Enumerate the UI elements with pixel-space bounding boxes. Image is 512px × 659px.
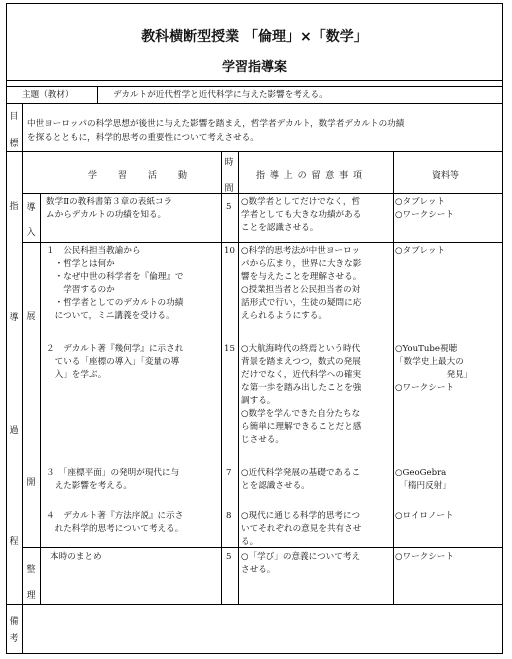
row-time: 5 [226,202,232,212]
grid-line [40,193,41,604]
row-activity: ４ デカルト著『方法序説』に示さ れた科学的思考について考える。 [46,511,184,534]
goal-label-bottom: 標 [9,139,19,149]
remarks-label-top: 備 [9,617,19,627]
grid-line [221,152,222,604]
row-notes: ○現代に通じる科学的思考につ いてそれぞれの意見を共有させ る。 [241,511,362,547]
row-notes: ○大航海時代の終焉という時代 背景を踏まえつつ，数式の発展 だけでなく，近代科学への確実 な第一歩を踏み出したことを強 調する。 ○数学を学んできた自分たちな ら簡単に理解できることだと感 じさせる。 [241,344,362,445]
section-char-2: 導 [9,313,19,323]
row-materials: ○タブレット ○ワークシート [395,197,455,220]
header-activity: 学 習 活 動 [88,171,194,181]
phase-summary-2: 理 [26,591,36,601]
header-materials: 資料等 [432,171,460,181]
row-activity: ２ デカルト著『幾何学』に示され ている「座標の導入」「変量の導 入」を学ぶ。 [46,344,184,380]
row-time: 15 [224,344,235,354]
row-time: 10 [224,246,235,256]
row-notes: ○数学者としてだけでなく，哲 学者としても大きな功績がある ことを認識させる。 [241,197,362,233]
row-materials: ○ロイロノート [395,511,454,521]
phase-intro-2: 入 [26,228,36,238]
theme-label: 主題（教材） [22,90,74,100]
row-time: 5 [226,552,232,562]
row-activity: １ 公民科担当教諭から ・哲学とは何か ・なぜ中世の科学者を『倫理』で 学習するのか ・哲学者としてのデカルトの功績 について，ミニ講義を受ける。 [46,246,184,321]
grid-line [238,152,239,604]
phase-develop-2: 開 [26,478,36,488]
page-subtitle: 学習指導案 [221,60,287,75]
theme-divider [97,86,98,104]
row-notes: ○近代科学発展の基礎であるこ とを認識させる。 [241,468,361,491]
row-notes: ○「学び」の意義について考え させる。 [241,552,361,575]
theme-text: デカルトが近代哲学と近代科学に与えた影響を考える。 [113,90,328,100]
row-activity: 本時のまとめ [50,552,102,562]
row-materials: ○GeoGebra 「楕円反射」 [395,468,451,491]
grid-line [6,604,503,605]
header-time-top: 時 [224,158,234,168]
row-materials: ○タブレット [395,246,446,256]
row-notes: ○科学的思考法が中世ヨーロッ パから広まり，世界に大きな影 響を与えたことを理解させる。 ○授業担当者と公民担当者の対 話形式で行い，生徒の疑問に応 えられるようにする。 [241,246,362,321]
row-activity: ３ 「座標平面」の発明が現代に与 えた影響を考える。 [46,468,180,491]
header-time-bottom: 間 [224,184,234,194]
goal-text: 中世ヨーロッパの科学思想が後世に与えた影響を踏まえ，哲学者デカルト，数学者デカルトの功績 を探るとともに，科学的思考の重要性について考えさせる。 [27,119,405,143]
section-char-4: 程 [9,537,19,547]
grid-line [22,193,503,194]
grid-line [22,242,503,243]
remarks-divider [22,604,23,654]
page-title: 教科横断型授業 「倫理」×「数学」 [141,29,368,45]
header-divider [6,80,503,81]
section-char-1: 指 [9,202,19,212]
goal-divider [22,104,23,152]
section-char-3: 過 [9,426,19,436]
phase-summary-1: 整 [26,565,36,575]
row-materials: ○ワークシート [395,552,455,562]
grid-line [393,152,394,604]
grid-line [22,152,23,604]
row-materials: ○YouTube視聴 「数学史上最大の 発見」 ○ワークシート [395,344,473,393]
row-activity: 数学Ⅱの教科書第３章の表紙コラ ムからデカルトの功績を知る。 [46,197,173,220]
phase-develop-1: 展 [26,312,36,322]
remarks-label-bottom: 考 [9,634,19,644]
phase-intro-1: 導 [26,203,36,213]
row-time: 8 [226,511,232,521]
row-time: 7 [226,468,232,478]
header-notes: 指 導 上 の 留 意 事 項 [256,171,364,181]
goal-label-top: 目 [9,112,19,122]
